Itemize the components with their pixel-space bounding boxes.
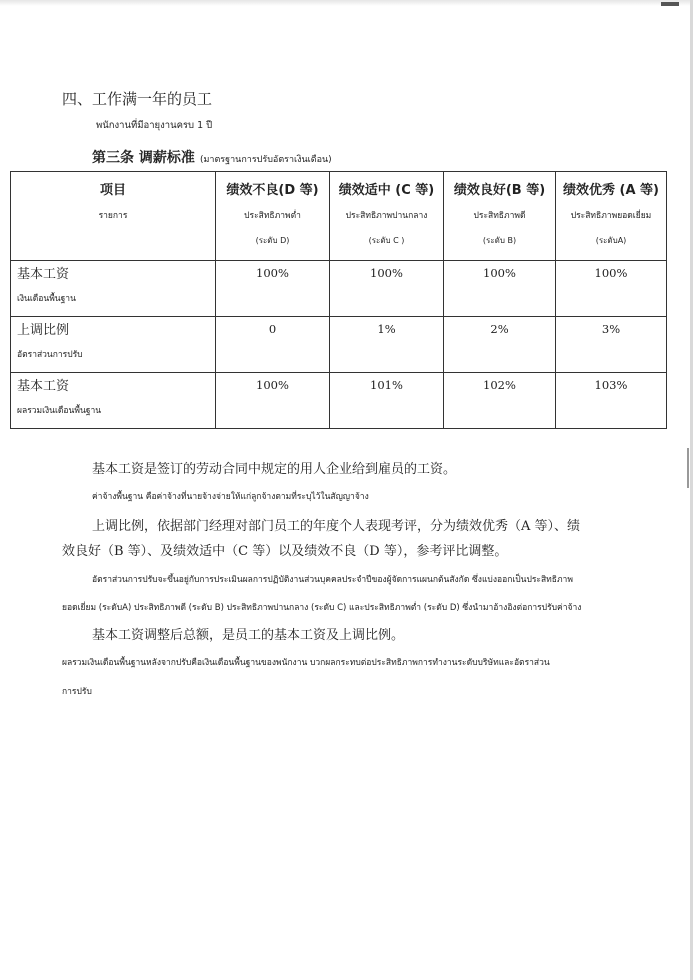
value-cell bbox=[444, 317, 556, 373]
table-row bbox=[11, 373, 667, 429]
section-subtitle: พนักงานที่มีอายุงานครบ 1 ปี bbox=[96, 120, 213, 131]
row-label-zh: 基本工资 bbox=[17, 267, 70, 282]
row-label-th: ผลรวมเงินเดือนพื้นฐาน bbox=[17, 406, 102, 416]
article-subtitle: (มาตรฐานการปรับอัตราเงินเดือน) bbox=[199, 155, 332, 165]
paragraph-3-th-line-1: ผลรวมเงินเดือนพื้นฐานหลังจากปรับคือเงินเดือนพื้นฐานของพนักงาน บวกผลกระทบต่อประสิทธิภาพการทำงานระดับบริษัทและอัตราส่วน bbox=[62, 658, 550, 668]
value-cell bbox=[556, 373, 667, 429]
value-cell bbox=[444, 261, 556, 317]
cell-value: 3% bbox=[601, 322, 621, 336]
header-level: (ระดับ D) bbox=[255, 236, 290, 245]
header-grade-b bbox=[444, 172, 556, 261]
row-label-zh: 基本工资 bbox=[17, 379, 70, 394]
value-cell bbox=[330, 373, 444, 429]
paragraph-2-zh-line-2: 效良好（B 等）、及绩效适中（C 等）以及绩效不良（D 等），参考评比调整。 bbox=[62, 544, 508, 559]
header-grade-c bbox=[330, 172, 444, 261]
cell-value: 103% bbox=[594, 378, 628, 392]
row-label-th: เงินเดือนพื้นฐาน bbox=[17, 294, 76, 304]
header-level: (ระดับ C ) bbox=[368, 236, 405, 245]
table-header-row bbox=[11, 172, 667, 261]
paragraph-1-th: ค่าจ้างพื้นฐาน คือค่าจ้างที่นายจ้างจ่ายให้แก่ลูกจ้างตามที่ระบุไว้ในสัญญาจ้าง bbox=[92, 492, 369, 502]
cell-value: 100% bbox=[594, 266, 628, 280]
cell-value: 1% bbox=[377, 322, 396, 336]
value-cell bbox=[556, 317, 667, 373]
header-zh: 绩效不良(D 等) bbox=[226, 183, 319, 198]
row-label-cell bbox=[11, 261, 216, 317]
table-row bbox=[11, 261, 667, 317]
header-level: (ระดับ B) bbox=[482, 236, 517, 245]
value-cell bbox=[330, 261, 444, 317]
header-th: ประสิทธิภาพต่ำ bbox=[244, 211, 301, 221]
cell-value: 101% bbox=[370, 378, 403, 392]
header-level: (ระดับA) bbox=[595, 236, 627, 245]
article-heading bbox=[92, 147, 332, 167]
paragraph-1-zh: 基本工资是签订的劳动合同中规定的用人企业给到雇员的工资。 bbox=[92, 462, 457, 477]
value-cell bbox=[330, 317, 444, 373]
cell-value: 100% bbox=[256, 266, 289, 280]
header-item-th: รายการ bbox=[98, 211, 128, 221]
header-grade-a bbox=[556, 172, 667, 261]
section-title: 四、工作满一年的员工 bbox=[62, 90, 213, 108]
row-label-cell bbox=[11, 317, 216, 373]
value-cell bbox=[216, 317, 330, 373]
paragraph-3-zh: 基本工资调整后总额，是员工的基本工资及上调比例。 bbox=[92, 628, 405, 643]
cell-value: 100% bbox=[483, 266, 516, 280]
scan-artifact-line bbox=[687, 448, 689, 488]
scan-top-edge bbox=[0, 0, 693, 6]
table-row bbox=[11, 317, 667, 373]
cell-value: 0 bbox=[268, 322, 277, 336]
header-zh: 绩效良好(B 等) bbox=[453, 183, 546, 198]
scan-artifact-mark bbox=[661, 2, 679, 6]
header-zh: 绩效适中 (C 等) bbox=[338, 183, 435, 198]
cell-value: 2% bbox=[490, 322, 509, 336]
row-label-zh: 上调比例 bbox=[17, 323, 70, 338]
paragraph-3-th-line-2: การปรับ bbox=[62, 687, 92, 697]
salary-adjustment-table bbox=[10, 171, 667, 429]
cell-value: 100% bbox=[256, 378, 289, 392]
header-grade-d bbox=[216, 172, 330, 261]
value-cell bbox=[444, 373, 556, 429]
header-item-cell bbox=[11, 172, 216, 261]
value-cell bbox=[216, 373, 330, 429]
cell-value: 102% bbox=[483, 378, 516, 392]
paragraph-2-th-line-1: อัตราส่วนการปรับจะขึ้นอยู่กับการประเมินผลการปฏิบัติงานส่วนบุคคลประจำปีของผู้จัดการแผนกต้นสังกัด ซึ่งแบ่งออกเป็นประสิทธิภาพ bbox=[92, 575, 573, 585]
header-zh: 绩效优秀 (A 等) bbox=[563, 183, 659, 198]
cell-value: 100% bbox=[370, 266, 403, 280]
header-item-zh: 项目 bbox=[99, 183, 126, 198]
paragraph-2-th-line-2: ยอดเยี่ยม (ระดับA) ประสิทธิภาพดี (ระดับ B) ประสิทธิภาพปานกลาง (ระดับ C) และประสิทธิภาพต่ำ (ระดับ D) ซึ่งนำมาอ้างอิงต่อการปรับค่าจ้าง bbox=[62, 603, 582, 613]
paragraph-2-zh-line-1: 上调比例，依据部门经理对部门员工的年度个人表现考评，分为绩效优秀（A 等）、绩 bbox=[92, 519, 581, 534]
value-cell bbox=[556, 261, 667, 317]
header-th: ประสิทธิภาพดี bbox=[473, 211, 526, 221]
header-th: ประสิทธิภาพปานกลาง bbox=[345, 211, 428, 221]
value-cell bbox=[216, 261, 330, 317]
row-label-th: อัตราส่วนการปรับ bbox=[17, 350, 83, 360]
row-label-cell bbox=[11, 373, 216, 429]
header-th: ประสิทธิภาพยอดเยี่ยม bbox=[570, 211, 652, 221]
article-title: 第三条 调薪标准 bbox=[92, 150, 195, 166]
